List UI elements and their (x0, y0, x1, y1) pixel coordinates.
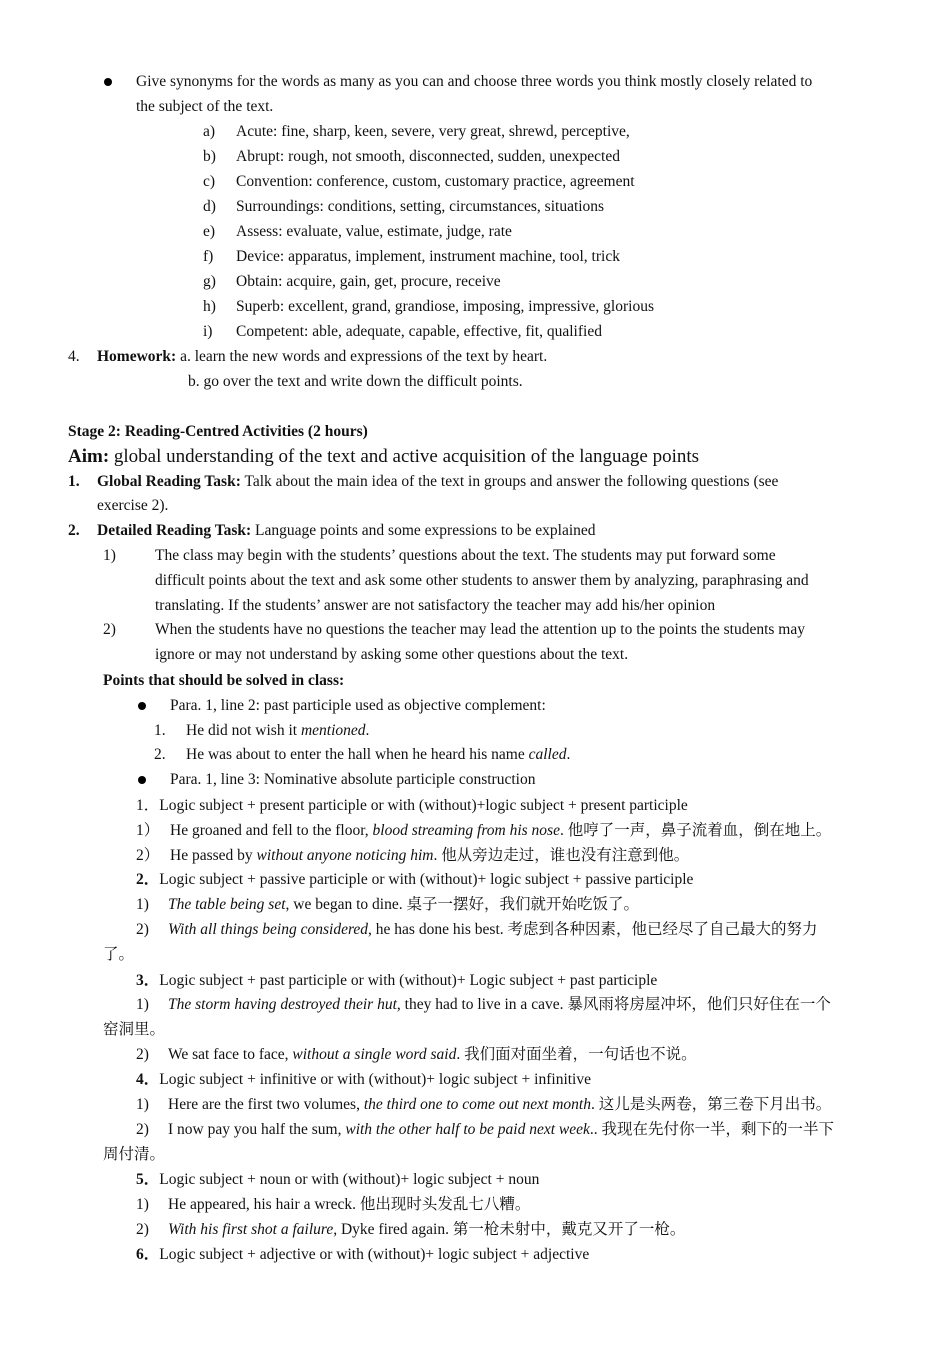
construction-heading: 1．Logic subject + present participle or with (without)+logic subject + present participle (136, 797, 688, 814)
example-line (168, 895, 639, 915)
example-text: . 这儿是头两卷，第三卷下月出书。 (591, 1096, 832, 1113)
example-text: I now pay you half the sum, (168, 1121, 346, 1138)
bullet-icon (138, 702, 146, 710)
construction-heading (136, 1245, 589, 1265)
points-heading: Points that should be solved in class: (103, 672, 345, 689)
list-item: Competent: able, adequate, capable, effective, fit, qualified (236, 323, 602, 340)
example-text: . 他从旁边走过，谁也没有注意到他。 (433, 847, 690, 864)
example-line (186, 745, 570, 765)
example-marker: 1） (136, 822, 160, 839)
example-text: . (365, 722, 370, 739)
list-item: Convention: conference, custom, customary practice, agreement (236, 173, 635, 190)
example-italic: mentioned (300, 722, 366, 739)
detail-marker: 1) (103, 547, 116, 564)
intro-line-2: the subject of the text. (136, 98, 274, 115)
construction-number: 6． (136, 1246, 160, 1263)
example-marker: 1. (154, 722, 166, 739)
example-italic: With all things being considered (168, 921, 369, 938)
detail-line: translating. If the students’ answer are not satisfactory the teacher may add his/her opinion (155, 597, 716, 614)
aim-label: Aim: (68, 446, 110, 467)
example-italic: The storm having destroyed their hut (168, 996, 397, 1013)
example-line (170, 821, 831, 841)
list-item: Abrupt: rough, not smooth, disconnected, sudden, unexpected (236, 148, 620, 165)
example-text: , they had to live in a cave. 暴风雨将房屋冲坏，他们只好住在一个 (396, 996, 831, 1013)
example-marker: 1) (136, 1196, 149, 1213)
example-marker: 2) (136, 1046, 149, 1063)
task1-line (97, 472, 778, 492)
list-item: Assess: evaluate, value, estimate, judge, rate (236, 223, 512, 240)
example-marker: 1) (136, 896, 149, 913)
example-text: , we began to dine. 桌子一摆好，我们就开始吃饭了。 (285, 896, 639, 913)
homework-a: a. learn the new words and expressions of the text by heart. (176, 348, 548, 365)
example-italic: without a single word said (292, 1046, 457, 1063)
example-text: We sat face to face, (168, 1046, 293, 1063)
example-text: . 我们面对面坐着，一句话也不说。 (456, 1046, 697, 1063)
bullet-icon (138, 776, 146, 784)
task2-text: Language points and some expressions to be explained (251, 522, 596, 539)
example-text: , he has done his best. 考虑到各种因素，他已经尽了自己最大的努力 (368, 921, 818, 938)
task2-number: 2. (68, 522, 80, 539)
task1-number: 1. (68, 473, 80, 490)
task1-label: Global Reading Task: (97, 473, 241, 490)
list-marker: h) (203, 298, 216, 315)
list-marker: a) (203, 123, 216, 140)
construction-number: 3． (136, 972, 160, 989)
stage-heading: Stage 2: Reading-Centred Activities (2 hours) (68, 423, 368, 440)
construction-number: 5． (136, 1171, 160, 1188)
construction-heading (136, 971, 657, 991)
example-text: He groaned and fell to the floor, (170, 822, 373, 839)
example-line (168, 1120, 834, 1140)
example-italic: With his first shot a failure (168, 1221, 334, 1238)
intro-line-1: Give synonyms for the words as many as you can and choose three words you think mostly closely related to (136, 73, 813, 90)
list-marker: d) (203, 198, 216, 215)
example-line: He appeared, his hair a wreck. 他出现时头发乱七八糟。 (168, 1196, 531, 1213)
example-marker: 2) (136, 921, 149, 938)
detail-line: difficult points about the text and ask some other students to answer them by analyzing, paraphrasing and (155, 572, 809, 589)
list-item: Device: apparatus, implement, instrument machine, tool, trick (236, 248, 620, 265)
detail-line: The class may begin with the students’ questions about the text. The students may put forward some (155, 547, 776, 564)
example-text: He was about to enter the hall when he heard his name (186, 746, 529, 763)
example-italic: the third one to come out next month (363, 1096, 591, 1113)
construction-number: 4． (136, 1071, 160, 1088)
task2-label: Detailed Reading Task: (97, 522, 252, 539)
example-line (168, 920, 818, 940)
example-marker: 2) (136, 1121, 149, 1138)
homework-b: b. go over the text and write down the difficult points. (188, 373, 523, 390)
homework-label: Homework: (97, 348, 177, 365)
example-line (168, 1045, 697, 1065)
example-continuation: 周付清。 (103, 1146, 166, 1163)
example-marker: 1) (136, 1096, 149, 1113)
example-italic: with the other half to be paid next week (345, 1121, 590, 1138)
bullet-icon (104, 78, 112, 86)
example-line (186, 721, 369, 741)
list-marker: f) (203, 248, 214, 265)
example-italic: blood streaming from his nose (372, 822, 560, 839)
example-text: . 他哼了一声，鼻子流着血，倒在地上。 (559, 822, 832, 839)
list-item: Obtain: acquire, gain, get, procure, receive (236, 273, 501, 290)
construction-text: Logic subject + noun or with (without)+ logic subject + noun (159, 1171, 540, 1188)
list-marker: i) (203, 323, 213, 340)
example-italic: without anyone noticing him (256, 847, 434, 864)
example-line (168, 995, 831, 1015)
example-text: , Dyke fired again. 第一枪未射中，戴克又开了一枪。 (333, 1221, 686, 1238)
list-item: Superb: excellent, grand, grandiose, imposing, impressive, glorious (236, 298, 654, 315)
example-text: Here are the first two volumes, (168, 1096, 364, 1113)
list-marker: e) (203, 223, 216, 240)
construction-text: Logic subject + passive participle or with (without)+ logic subject + passive participle (159, 871, 694, 888)
para1-note: Para. 1, line 2: past participle used as objective complement: (170, 697, 546, 714)
example-continuation: 窑洞里。 (103, 1021, 166, 1038)
example-text: He did not wish it (186, 722, 301, 739)
construction-text: Logic subject + infinitive or with (without)+ logic subject + infinitive (159, 1071, 591, 1088)
list-marker: g) (203, 273, 216, 290)
example-marker: 2. (154, 746, 166, 763)
para2-note: Para. 1, line 3: Nominative absolute participle construction (170, 771, 536, 788)
example-marker: 1) (136, 996, 149, 1013)
example-text: .. 我现在先付你一半，剩下的一半下 (589, 1121, 835, 1138)
list-marker: c) (203, 173, 216, 190)
homework-line-a (97, 347, 547, 367)
detail-marker: 2) (103, 621, 116, 638)
construction-number: 2． (136, 871, 160, 888)
task1-cont: exercise 2). (97, 497, 169, 514)
task2-line (97, 521, 596, 541)
aim-line (68, 446, 699, 468)
example-marker: 2） (136, 847, 160, 864)
construction-heading (136, 1070, 591, 1090)
example-italic: called (528, 746, 567, 763)
example-text: He passed by (170, 847, 257, 864)
example-italic: The table being set (168, 896, 286, 913)
list-item: Acute: fine, sharp, keen, severe, very great, shrewd, perceptive, (236, 123, 630, 140)
example-marker: 2) (136, 1221, 149, 1238)
homework-number: 4. (68, 348, 80, 365)
construction-heading (136, 1170, 539, 1190)
example-line (168, 1220, 685, 1240)
example-text: . (566, 746, 571, 763)
aim-text: global understanding of the text and active acquisition of the language points (109, 446, 700, 467)
list-item: Surroundings: conditions, setting, circumstances, situations (236, 198, 605, 215)
task1-text: Talk about the main idea of the text in groups and answer the following questions (see (240, 473, 779, 490)
example-continuation: 了。 (103, 946, 135, 963)
detail-line: ignore or may not understand by asking some other questions about the text. (155, 646, 629, 663)
example-line (170, 846, 689, 866)
list-marker: b) (203, 148, 216, 165)
construction-heading (136, 870, 693, 890)
construction-text: Logic subject + adjective or with (without)+ logic subject + adjective (159, 1246, 590, 1263)
example-line (168, 1095, 831, 1115)
construction-text: Logic subject + past participle or with (without)+ Logic subject + past participle (159, 972, 658, 989)
detail-line: When the students have no questions the teacher may lead the attention up to the points the students may (155, 621, 805, 638)
